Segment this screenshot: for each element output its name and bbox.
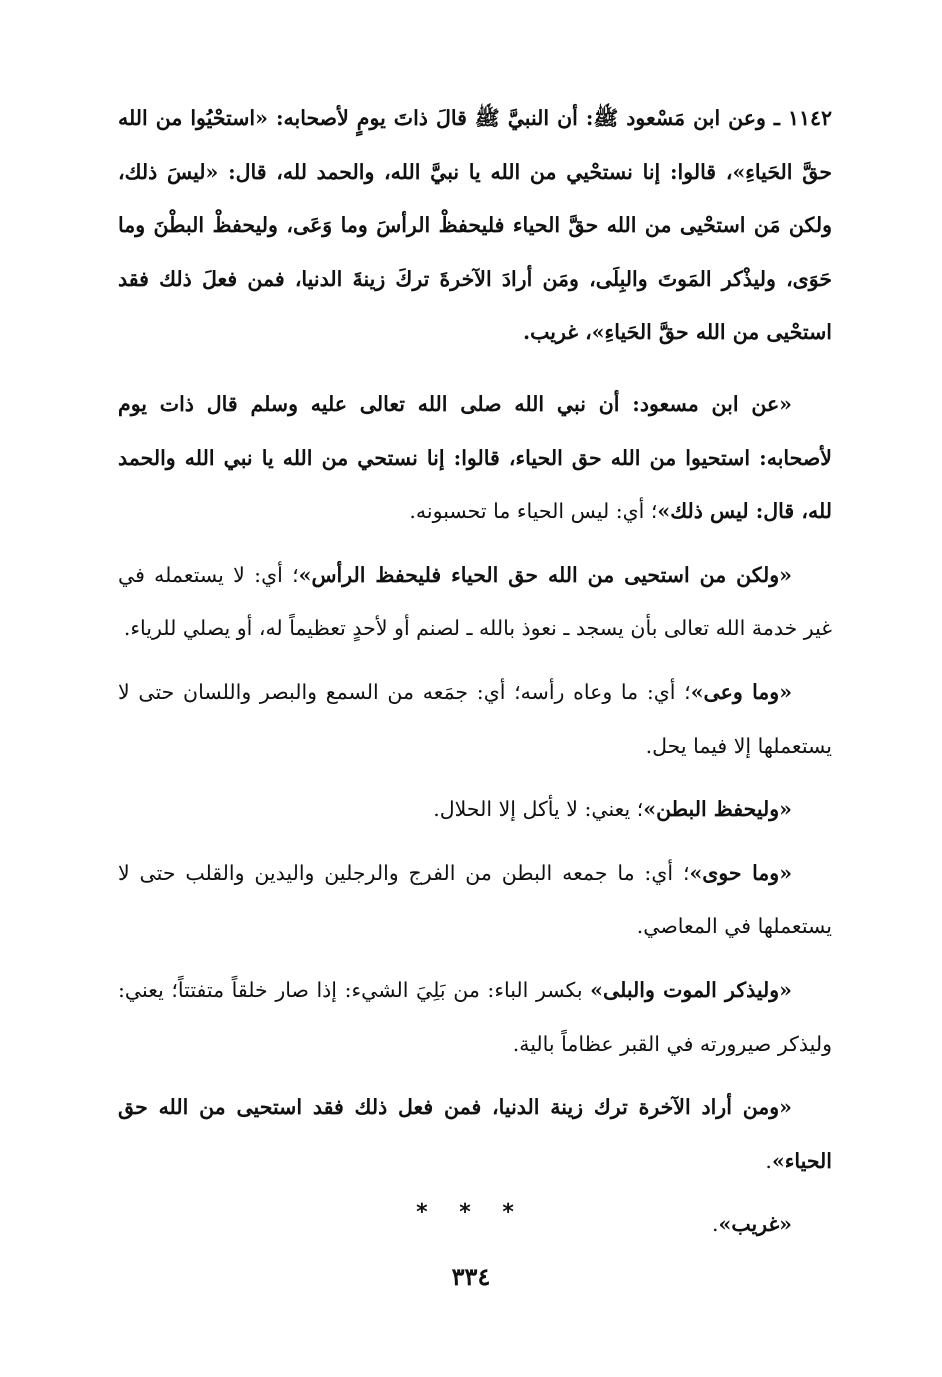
page-body — [118, 92, 832, 1262]
explanation-text: ؛ أي: ما جمعه البطن من الفرج والرجلين واليدين والقلب حتى لا يستعملها في المعاصي. — [118, 860, 832, 939]
hadith-paragraph — [118, 92, 832, 360]
hadith-text: وعن ابن مَسْعود ﷺ: أن النبيَّ ﷺ قالَ ذاتَ يومٍ لأصحابه: «استحْيُوا من الله حقَّ الحَياءِ»، قالوا: إنا نستحْيي من الله يا نبيَّ الله، والحمد لله، قال: «ليسَ ذلك، ولكن مَن استحْيى من الله حقَّ الحياء فليحفظْ الرأسَ وما وَعَى، وليحفظْ البطْنَ وما حَوَى، وليذْكر المَوتَ والبِلَى، ومَن أرادَ الآخرةَ تركَ زينةَ الدنيا، فمن فعلَ ذلك فقد استحْيى من الله حقَّ الحَياءِ»، غريب. — [118, 106, 832, 345]
quoted-text: «وليذكر الموت والبلى» — [590, 977, 792, 1002]
commentary-paragraph — [118, 964, 832, 1071]
commentary-paragraph — [118, 1081, 832, 1188]
explanation-text: ؛ أي: ليس الحياء ما تحسبونه. — [409, 499, 658, 524]
quoted-text: «عن ابن مسعود: أن نبي الله صلى الله تعالى عليه وسلم قال ذات يوم لأصحابه: استحيوا من الله حق الحياء، قالوا: إنا نستحي من الله يا نبي الله والحمد لله، قال: ليس ذلك» — [118, 391, 832, 524]
commentary-paragraph — [118, 378, 832, 539]
section-separator: * * * — [416, 1200, 526, 1225]
quoted-text: «ولكن من استحيى من الله حق الحياء فليحفظ الرأس» — [298, 562, 792, 587]
quoted-text: «وليحفظ البطن» — [643, 797, 792, 822]
explanation-text: ؛ يعني: لا يأكل إلا الحلال. — [433, 797, 644, 822]
commentary-paragraph — [118, 783, 832, 837]
explanation-text: . — [711, 1212, 719, 1237]
commentary-paragraph — [118, 847, 832, 954]
page-number: ٣٣٤ — [451, 1262, 491, 1291]
hadith-number: ١١٤٢ ـ — [773, 106, 832, 130]
quoted-text: «وما وعى» — [690, 679, 793, 704]
explanation-text: . — [765, 1148, 772, 1173]
quoted-text: «ومن أراد الآخرة ترك زينة الدنيا، فمن فعل ذلك فقد استحيى من الله حق الحياء» — [118, 1095, 832, 1173]
explanation-text: ؛ أي: ما وعاه رأسه؛ أي: جمَعه من السمع والبصر واللسان حتى لا يستعملها إلا فيما يحل. — [118, 679, 832, 758]
commentary-paragraph — [118, 666, 832, 773]
explanation-text: بكسر الباء: من بَلِيَ الشيء: إذا صار خلقاً متفتتاً؛ يعني: وليذكر صيرورته في القبر عظاماً بالية. — [118, 977, 832, 1056]
quoted-text: «غريب» — [718, 1212, 792, 1237]
quoted-text: «وما حوى» — [689, 860, 793, 885]
explanation-text: ؛ أي: لا يستعمله في غير خدمة الله تعالى بأن يسجد ـ نعوذ بالله ـ لصنم أو لأحدٍ تعظيماً له، أو يصلي للرياء. — [118, 562, 832, 641]
commentary-paragraph — [118, 549, 832, 656]
